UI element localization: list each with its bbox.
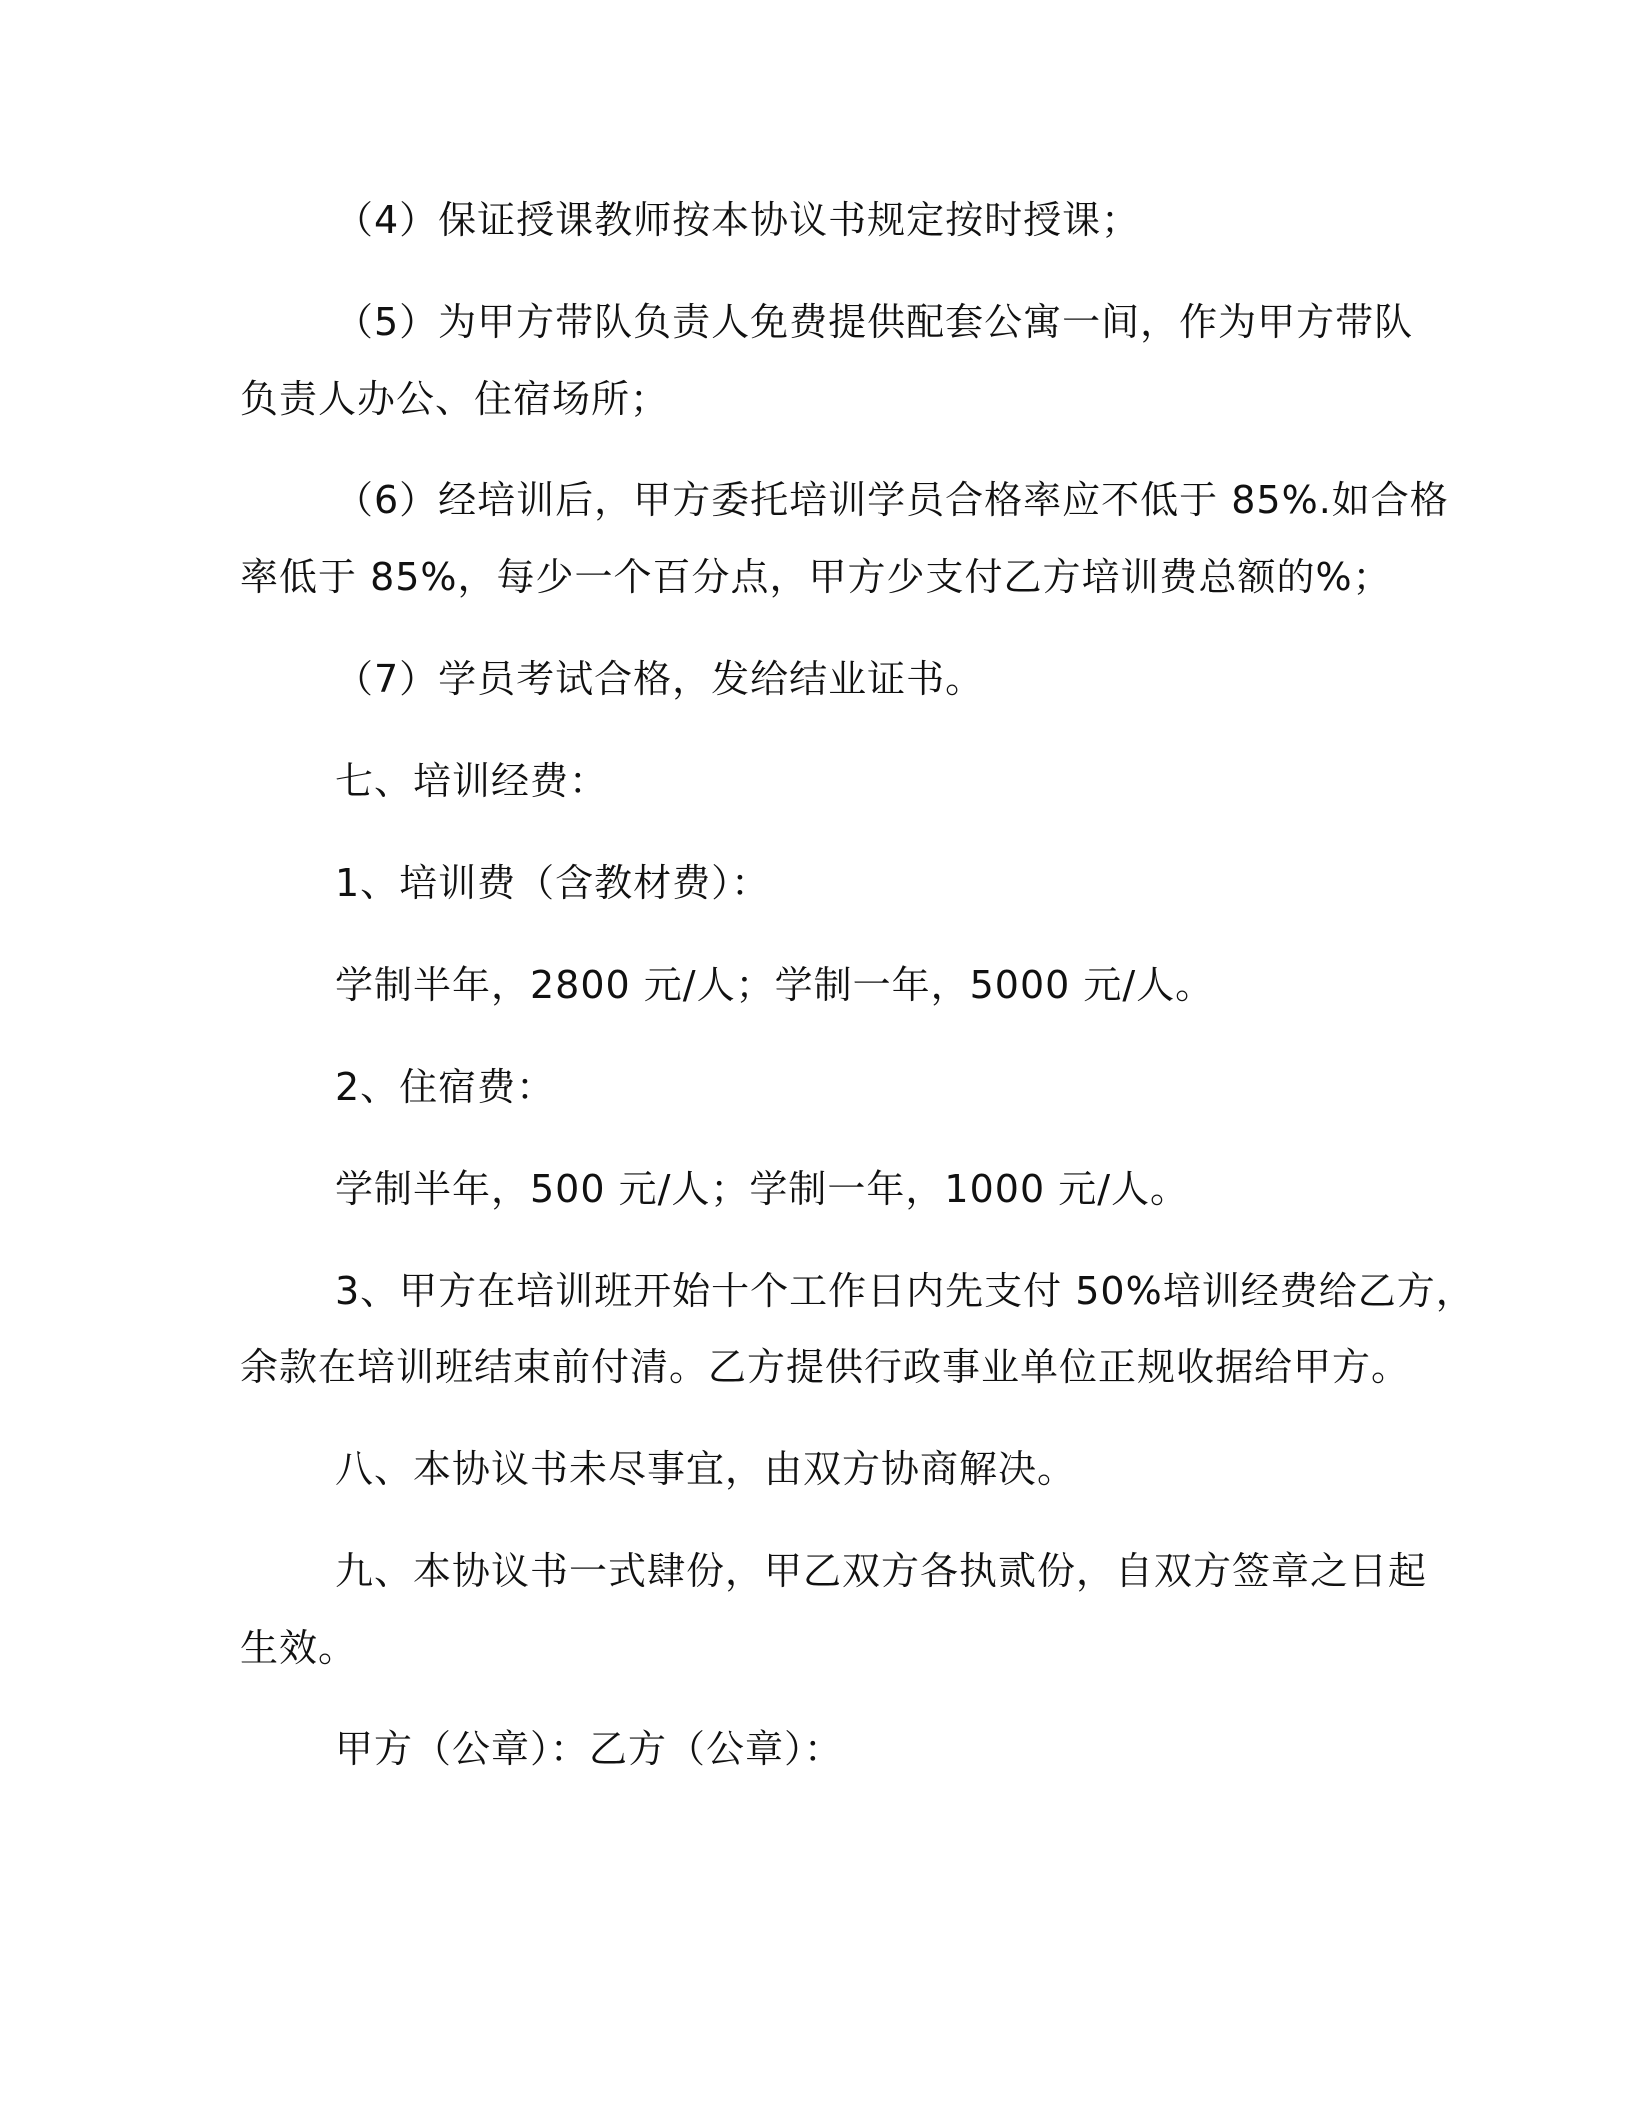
section-8: 八、本协议书未尽事宜，由双方协商解决。	[335, 1447, 1077, 1491]
clause-6-6-line-1: （6）经培训后，甲方委托培训学员合格率应不低于 85%.如合格	[335, 478, 1449, 522]
section-7-heading: 七、培训经费：	[335, 759, 609, 803]
clause-7-2-detail: 学制半年，500 元/人；学制一年，1000 元/人。	[335, 1167, 1190, 1211]
clause-7-1-detail: 学制半年，2800 元/人；学制一年，5000 元/人。	[335, 963, 1215, 1007]
section-9-line-2: 生效。	[240, 1626, 358, 1670]
clause-6-5-line-2: 负责人办公、住宿场所；	[240, 377, 670, 421]
clause-6-6-line-2: 率低于 85%，每少一个百分点，甲方少支付乙方培训费总额的%；	[240, 555, 1392, 599]
signature-line: 甲方（公章）：乙方（公章）：	[335, 1727, 844, 1771]
clause-6-4: （4）保证授课教师按本协议书规定按时授课；	[335, 198, 1141, 242]
clause-7-1-heading: 1、培训费（含教材费）：	[335, 861, 771, 905]
clause-7-2-heading: 2、住宿费：	[335, 1065, 556, 1109]
section-9-line-1: 九、本协议书一式肆份，甲乙双方各执贰份，自双方签章之日起	[335, 1549, 1428, 1593]
clause-6-5-line-1: （5）为甲方带队负责人免费提供配套公寓一间，作为甲方带队	[335, 300, 1414, 344]
clause-6-7: （7）学员考试合格，发给结业证书。	[335, 657, 985, 701]
clause-7-3-line-1: 3、甲方在培训班开始十个工作日内先支付 50%培训经费给乙方，	[335, 1269, 1475, 1313]
clause-7-3-line-2: 余款在培训班结束前付清。乙方提供行政事业单位正规收据给甲方。	[240, 1345, 1411, 1389]
